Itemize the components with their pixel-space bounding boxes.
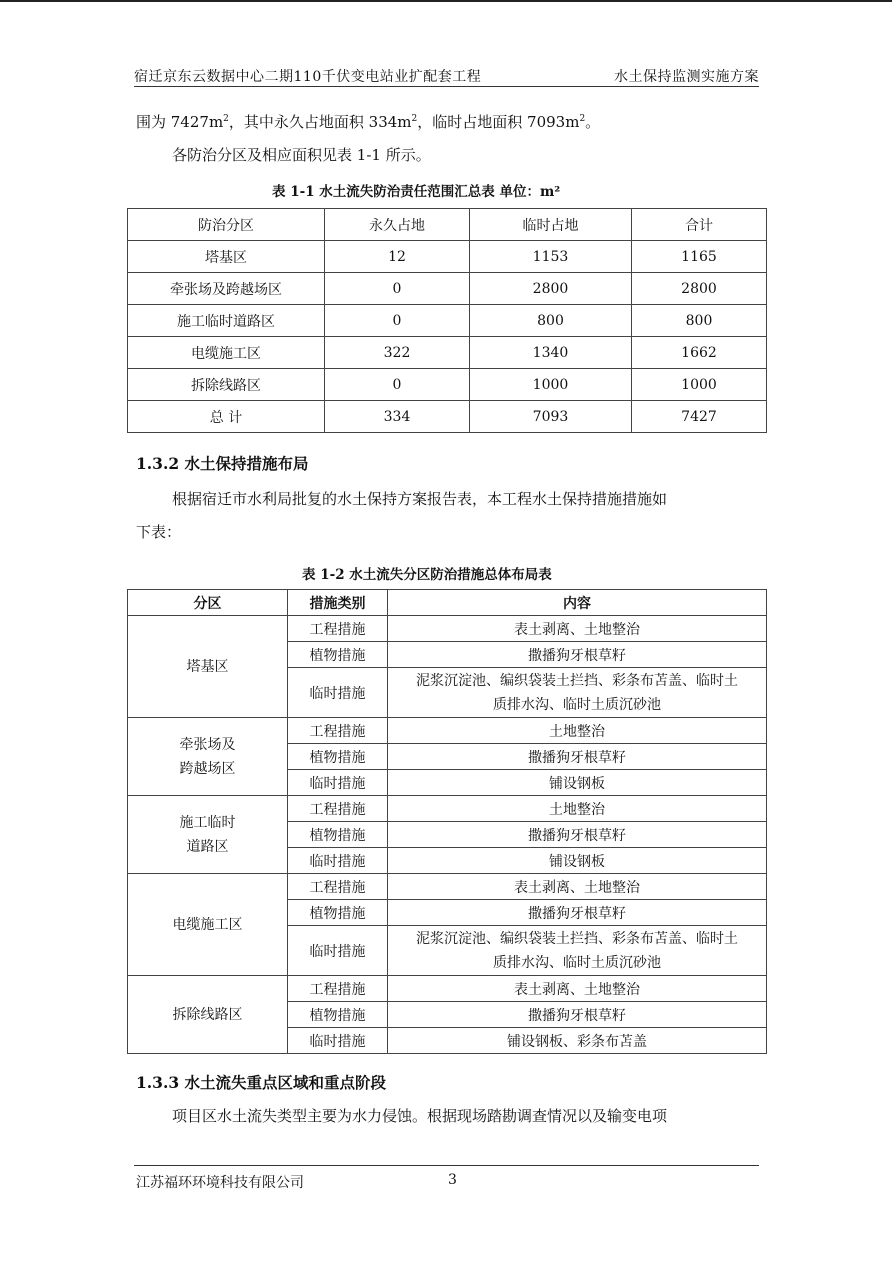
measure-type-cell: 临时措施 [288, 668, 388, 718]
measure-content-cell [388, 900, 767, 926]
table1-cell: 12 [325, 241, 470, 273]
zone-name-line1: 塔基区 [186, 658, 229, 675]
measure-content-cell [388, 642, 767, 668]
table1-cell: 334 [325, 401, 470, 433]
table1-header-cell: 永久占地 [325, 209, 470, 241]
table-row [128, 369, 767, 401]
zone-name-line1: 施工临时 [179, 814, 236, 831]
table1-header-row [128, 209, 767, 241]
measures-layout-table [127, 589, 767, 1054]
table-row [128, 401, 767, 433]
table1-cell: 拆除线路区 [128, 369, 325, 401]
measure-type-cell: 工程措施 [288, 616, 388, 642]
zone-name-line2: 道路区 [186, 838, 229, 855]
section-1-3-3-heading: 1.3.3 水土流失重点区域和重点阶段 [136, 1073, 387, 1092]
content-line2: 质排水沟、临时土质沉砂池 [493, 954, 661, 971]
content-line1: 撒播狗牙根草籽 [528, 1007, 626, 1024]
superscript: 2 [223, 114, 229, 124]
content-line1: 撒播狗牙根草籽 [528, 905, 626, 922]
table1-cell: 牵张场及跨越场区 [128, 273, 325, 305]
superscript: 2 [579, 114, 586, 124]
measure-type-cell: 植物措施 [288, 642, 388, 668]
table2-header-row [128, 590, 767, 616]
measure-content-cell [388, 770, 767, 796]
measure-type-cell: 临时措施 [288, 770, 388, 796]
table1-cell: 322 [325, 337, 470, 369]
table1-cell: 7427 [632, 401, 767, 433]
header-document-title: 水土保持监测实施方案 [614, 69, 759, 85]
measure-type-cell: 临时措施 [288, 848, 388, 874]
section-1-3-2-heading: 1.3.2 水土保持措施布局 [136, 454, 309, 473]
table1-header-cell: 防治分区 [128, 209, 325, 241]
measure-type-cell: 工程措施 [288, 718, 388, 744]
intro-text-a: 围为 7427m [136, 113, 224, 131]
table1-cell: 0 [325, 369, 470, 401]
table2-header-cell: 内容 [388, 590, 767, 616]
measure-type-cell: 工程措施 [288, 976, 388, 1002]
content-line1: 铺设钢板 [549, 853, 605, 870]
table1-cell: 1165 [632, 241, 767, 273]
content-line1: 表土剥离、土地整治 [514, 621, 640, 638]
measure-type-cell: 临时措施 [288, 1028, 388, 1054]
page-footer [134, 1165, 759, 1191]
table-row [128, 305, 767, 337]
table1-cell: 2800 [470, 273, 632, 305]
measure-content-cell [388, 668, 767, 718]
page-number: 3 [448, 1172, 457, 1188]
table1-header-cell: 临时占地 [470, 209, 632, 241]
table1-cell: 7093 [470, 401, 632, 433]
zone-cell [128, 616, 288, 718]
table1-cell: 1662 [632, 337, 767, 369]
table-row [128, 874, 767, 900]
footer-company: 江苏福环环境科技有限公司 [136, 1175, 304, 1191]
table1-cell: 800 [632, 305, 767, 337]
top-border [0, 0, 892, 2]
table-row [128, 337, 767, 369]
table1-cell: 800 [470, 305, 632, 337]
table-row [128, 616, 767, 642]
table2-header-cell: 分区 [128, 590, 288, 616]
table1-caption: 表 1-1 水土流失防治责任范围汇总表 单位：m² [272, 184, 561, 200]
measure-content-cell [388, 616, 767, 642]
measure-type-cell: 植物措施 [288, 822, 388, 848]
intro-text-b: ，其中永久占地面积 334m [228, 113, 412, 131]
content-line1: 土地整治 [549, 723, 605, 740]
table2-header-cell: 措施类别 [288, 590, 388, 616]
content-line1: 泥浆沉淀池、编织袋装土拦挡、彩条布苫盖、临时土 [416, 672, 738, 689]
measure-content-cell [388, 926, 767, 976]
content-line2: 质排水沟、临时土质沉砂池 [493, 696, 661, 713]
table1-cell: 0 [325, 273, 470, 305]
measure-content-cell [388, 848, 767, 874]
superscript: 2 [411, 114, 418, 124]
measure-type-cell: 植物措施 [288, 1002, 388, 1028]
zone-name-line2: 跨越场区 [179, 760, 236, 777]
table1-cell: 1000 [632, 369, 767, 401]
measure-content-cell [388, 976, 767, 1002]
table1-cell: 2800 [632, 273, 767, 305]
table1-cell: 总 计 [128, 401, 325, 433]
zone-cell [128, 796, 288, 874]
measure-type-cell: 植物措施 [288, 900, 388, 926]
content-line1: 泥浆沉淀池、编织袋装土拦挡、彩条布苫盖、临时土 [416, 930, 738, 947]
measure-content-cell [388, 744, 767, 770]
table1-cell: 电缆施工区 [128, 337, 325, 369]
content-line1: 撒播狗牙根草籽 [528, 827, 626, 844]
table1-header-cell: 合计 [632, 209, 767, 241]
page-header [134, 64, 759, 87]
content-line1: 铺设钢板、彩条布苫盖 [507, 1033, 647, 1050]
measure-content-cell [388, 822, 767, 848]
content-line1: 表土剥离、土地整治 [514, 981, 640, 998]
table1-cell: 施工临时道路区 [128, 305, 325, 337]
table-row [128, 241, 767, 273]
section-1-3-2-paragraph-line1: 根据宿迁市水利局批复的水土保持方案报告表，本工程水土保持措施措施如 [172, 490, 668, 508]
section-1-3-3-paragraph: 项目区水土流失类型主要为水力侵蚀。根据现场踏勘调查情况以及输变电项 [172, 1107, 668, 1125]
content-line1: 撒播狗牙根草籽 [528, 647, 626, 664]
measure-type-cell: 植物措施 [288, 744, 388, 770]
table1-cell: 0 [325, 305, 470, 337]
measure-content-cell [388, 1028, 767, 1054]
content-line1: 表土剥离、土地整治 [514, 879, 640, 896]
table1-cell: 塔基区 [128, 241, 325, 273]
table-row [128, 718, 767, 744]
table2-caption: 表 1-2 水土流失分区防治措施总体布局表 [302, 567, 552, 583]
responsibility-area-table [127, 208, 767, 433]
measure-content-cell [388, 874, 767, 900]
measure-type-cell: 临时措施 [288, 926, 388, 976]
content-line1: 撒播狗牙根草籽 [528, 749, 626, 766]
zone-cell [128, 874, 288, 976]
table1-cell: 1340 [470, 337, 632, 369]
content-line1: 土地整治 [549, 801, 605, 818]
measure-content-cell [388, 1002, 767, 1028]
content-line1: 铺设钢板 [549, 775, 605, 792]
intro-paragraph-line1 [136, 108, 600, 133]
zone-name-line1: 牵张场及 [179, 736, 236, 753]
measure-content-cell [388, 796, 767, 822]
section-1-3-2-paragraph-line2: 下表： [136, 523, 182, 541]
zone-cell [128, 718, 288, 796]
table1-cell: 1153 [470, 241, 632, 273]
zone-cell [128, 976, 288, 1054]
zone-name-line1: 拆除线路区 [172, 1006, 243, 1023]
measure-type-cell: 工程措施 [288, 796, 388, 822]
zone-name-line1: 电缆施工区 [172, 916, 243, 933]
intro-text-c: ，临时占地面积 7093m [417, 113, 580, 131]
intro-text-d: 。 [585, 113, 601, 131]
table-row [128, 976, 767, 1002]
table-row [128, 273, 767, 305]
table-row [128, 796, 767, 822]
table1-cell: 1000 [470, 369, 632, 401]
measure-type-cell: 工程措施 [288, 874, 388, 900]
intro-paragraph-line2: 各防治分区及相应面积见表 1-1 所示。 [172, 146, 431, 164]
header-project-title: 宿迁京东云数据中心二期110千伏变电站业扩配套工程 [134, 69, 482, 85]
measure-content-cell [388, 718, 767, 744]
